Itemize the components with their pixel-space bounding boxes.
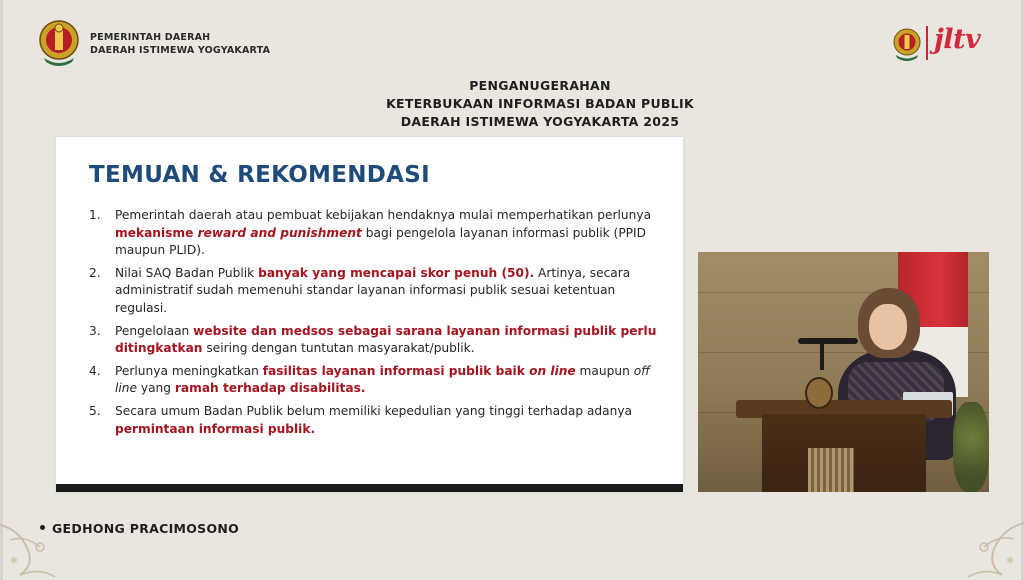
diy-coat-of-arms-icon	[38, 18, 80, 68]
speaker-face	[869, 304, 907, 350]
floral-ornament-icon	[0, 505, 70, 580]
list-item: 1. Pemerintah daerah atau pembuat kebijakan hendaknya mulai memperhatikan perlunya mekanisme reward and punishment bagi pengelola layanan informasi publik (PPID maupun PLID).	[89, 208, 652, 258]
microphone-stand	[820, 344, 824, 370]
broadcaster-logo: jltv	[934, 24, 981, 55]
government-name	[90, 31, 270, 57]
diy-coat-of-arms-icon	[805, 377, 833, 409]
location-name: GEDHONG PRACIMOSONO	[52, 521, 240, 536]
diy-coat-of-arms-icon	[893, 26, 921, 62]
microphone-icon	[798, 338, 858, 344]
event-title-line-3: DAERAH ISTIMEWA YOGYAKARTA 2025	[400, 114, 680, 129]
list-item: 5. Secara umum Badan Publik belum memiliki kepedulian yang tinggi terhadap adanya permintaan informasi publik.	[89, 403, 633, 436]
logo-separator	[926, 26, 928, 60]
findings-list	[89, 207, 669, 443]
org-line-1: PEMERINTAH DAERAH	[90, 32, 211, 43]
plant	[953, 402, 989, 492]
speaker-video-feed	[698, 252, 989, 492]
event-title	[300, 77, 780, 131]
presentation-slide	[56, 137, 683, 492]
podium-carving	[808, 448, 854, 492]
event-title-line-2: KETERBUKAAN INFORMASI BADAN PUBLIK	[386, 96, 694, 111]
event-title-line-1: PENGANUGERAHAN	[469, 78, 611, 93]
list-item: 3. Pengelolaan website dan medsos sebagai sarana layanan informasi publik perlu ditingkatkan seiring dengan tuntutan masyarakat/publik.	[89, 323, 657, 356]
floral-ornament-icon	[960, 505, 1024, 580]
org-line-2: DAERAH ISTIMEWA YOGYAKARTA	[90, 45, 271, 56]
list-item: 2. Nilai SAQ Badan Publik banyak yang mencapai skor penuh (50). Artinya, secara administratif sudah memenuhi standar layanan informasi publik sesuai ketentuan regulasi.	[89, 265, 631, 315]
slide-heading: TEMUAN & REKOMENDASI	[89, 162, 431, 188]
list-item: 4. Perlunya meningkatkan fasilitas layanan informasi publik baik on line maupun off line yang ramah terhadap disabilitas.	[89, 363, 650, 396]
slide-bottom-bar	[56, 484, 683, 492]
